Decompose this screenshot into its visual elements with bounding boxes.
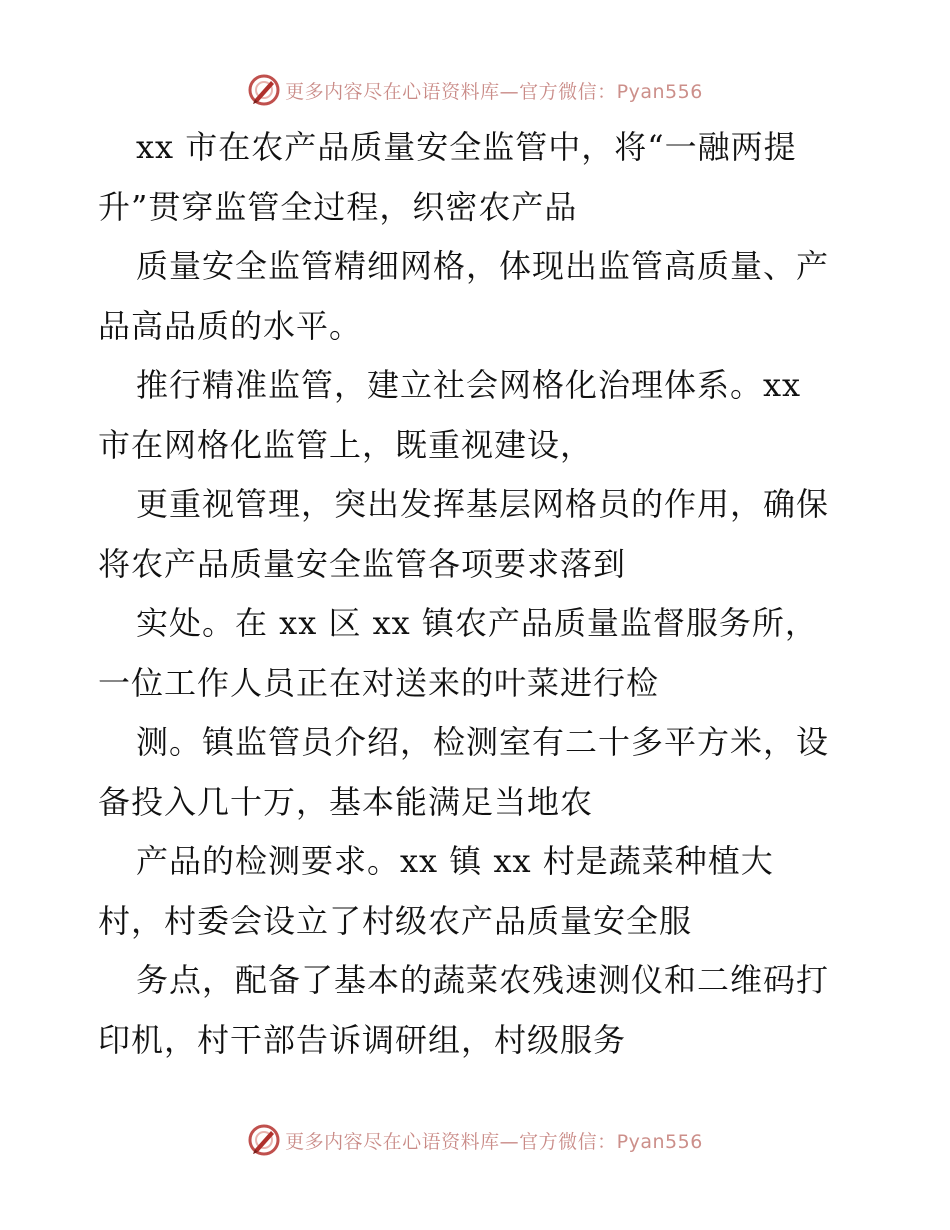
- paragraph-first-line: 测。镇监管员介绍，检测室有二十多平方米，设: [136, 723, 830, 761]
- pen-logo-icon: [247, 73, 281, 107]
- paragraph-line: 一位工作人员正在对送来的叶菜进行检: [98, 663, 660, 702]
- paragraph-line: 村，村委会设立了村级农产品质量安全服: [98, 901, 693, 940]
- pen-logo-icon: [247, 1123, 281, 1157]
- paragraph-line: 品高品质的水平。: [98, 306, 363, 345]
- paragraph-first-line: 更重视管理，突出发挥基层网格员的作用，确保: [136, 485, 830, 523]
- watermark-text: 更多内容尽在心语资料库—官方微信：Pyan556: [285, 1130, 703, 1153]
- document-body: [98, 118, 858, 1070]
- paragraph: [98, 951, 858, 1070]
- paragraph-line: 将农产品质量安全监管各项要求落到: [98, 544, 627, 583]
- paragraph: [98, 118, 858, 237]
- paragraph-line: 市在网格化监管上，既重视建设，: [98, 425, 594, 464]
- paragraph-first-line: 实处。在 xx 区 xx 镇农产品质量监督服务所，: [136, 604, 818, 642]
- paragraph-line: 备投入几十万，基本能满足当地农: [98, 782, 594, 821]
- paragraph-first-line: 质量安全监管精细网格，体现出监管高质量、产: [136, 247, 830, 285]
- paragraph: [98, 356, 858, 475]
- header-watermark: [0, 70, 950, 110]
- paragraph: [98, 237, 858, 356]
- paragraph-first-line: xx 市在农产品质量安全监管中，将“一融两提: [136, 128, 797, 166]
- paragraph: [98, 832, 858, 951]
- paragraph: [98, 713, 858, 832]
- paragraph-first-line: 务点，配备了基本的蔬菜农残速测仪和二维码打: [136, 961, 830, 999]
- paragraph: [98, 594, 858, 713]
- paragraph-line: 印机，村干部告诉调研组，村级服务: [98, 1020, 627, 1059]
- watermark-text: 更多内容尽在心语资料库—官方微信：Pyan556: [285, 80, 703, 103]
- footer-watermark: [0, 1120, 950, 1160]
- paragraph-line: 升”贯穿监管全过程，织密农产品: [98, 187, 578, 226]
- paragraph: [98, 475, 858, 594]
- paragraph-first-line: 推行精准监管，建立社会网格化治理体系。xx: [136, 366, 802, 404]
- paragraph-first-line: 产品的检测要求。xx 镇 xx 村是蔬菜种植大: [136, 842, 774, 880]
